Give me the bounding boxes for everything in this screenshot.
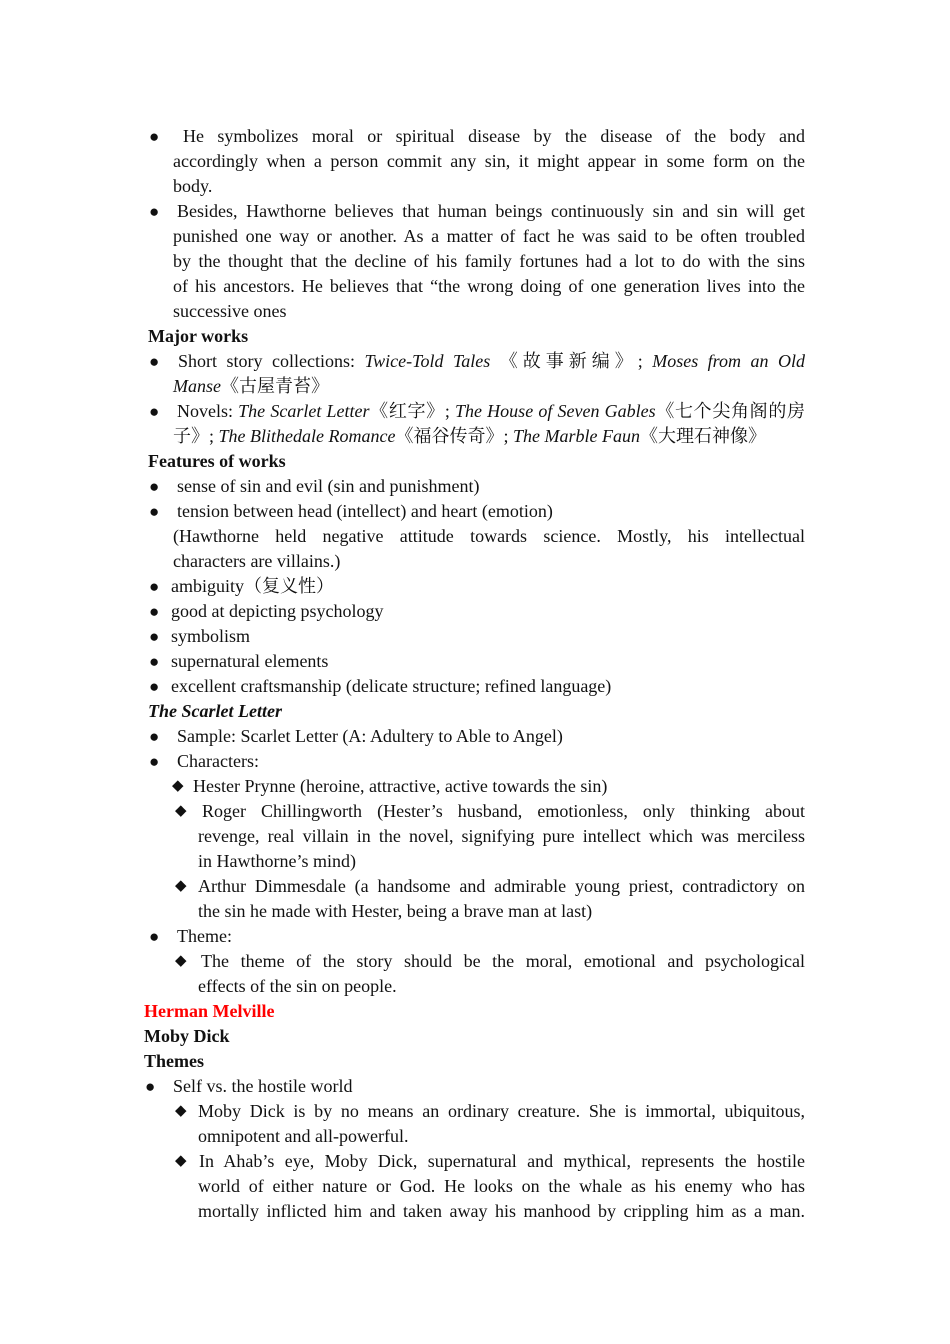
- section-heading-themes: Themes: [144, 1051, 204, 1071]
- note-line: body.: [173, 176, 213, 196]
- author-heading-melville: Herman Melville: [144, 1001, 275, 1021]
- character-arthur: the sin he made with Hester, being a brave man at last): [198, 901, 593, 921]
- note-line: punished one way or another. As a matter of fact he was said to be often troubled: [173, 226, 805, 246]
- note-line: accordingly when a person commit any sin, it might appear in some form on the: [173, 151, 805, 171]
- short-story-collections: Short story collections: Twice-Told Tales 《故事新编》; Moses from an Old: [178, 351, 805, 371]
- bullet-dot: ●: [145, 1077, 156, 1096]
- character-roger: Roger Chillingworth (Hester’s husband, emotionless, only thinking about: [202, 801, 805, 821]
- novels-list: Novels: The Scarlet Letter《红字》; The House of Seven Gables《七个尖角阁的房: [177, 401, 806, 421]
- section-heading-major-works: Major works: [148, 326, 249, 346]
- theme-subitem: omnipotent and all-powerful.: [198, 1126, 409, 1146]
- theme-subitem: mortally inflicted him and taken away his manhood by crippling him as a man.: [198, 1201, 805, 1221]
- feature-note: (Hawthorne held negative attitude towards science. Mostly, his intellectual: [173, 526, 805, 546]
- bullet-dot: ●: [149, 402, 160, 421]
- note-line: by the thought that the decline of his family fortunes had a lot to do with the sins: [173, 251, 805, 271]
- bullet-dot: ●: [149, 727, 160, 746]
- character-hester: Hester Prynne (heroine, attractive, active towards the sin): [193, 776, 608, 796]
- bullet-dot: ●: [149, 602, 160, 621]
- work-heading-moby-dick: Moby Dick: [144, 1026, 230, 1046]
- characters-label: Characters:: [177, 751, 259, 771]
- bullet-dot: ●: [149, 752, 160, 771]
- section-heading-scarlet-letter: The Scarlet Letter: [148, 701, 282, 721]
- feature-item: supernatural elements: [171, 651, 329, 671]
- note-line: successive ones: [173, 301, 287, 321]
- short-story-collections-cont: Manse《古屋青苔》: [173, 376, 329, 396]
- theme-subitem: Moby Dick is by no means an ordinary creature. She is immortal, ubiquitous,: [198, 1101, 805, 1121]
- theme-text: The theme of the story should be the moral, emotional and psychological: [201, 951, 805, 971]
- theme-subitem: world of either nature or God. He looks on the whale as his enemy who has: [198, 1176, 805, 1196]
- bullet-diamond: ◆: [175, 953, 187, 969]
- bullet-dot: ●: [149, 477, 160, 496]
- bullet-dot: ●: [149, 677, 160, 696]
- bullet-dot: ●: [149, 502, 160, 521]
- note-line: of his ancestors. He believes that “the wrong doing of one generation lives into the: [173, 276, 805, 296]
- bullet-dot: ●: [149, 352, 160, 371]
- bullet-dot: ●: [149, 127, 160, 146]
- feature-item: good at depicting psychology: [171, 601, 384, 621]
- note-line: He symbolizes moral or spiritual disease by the disease of the body and: [183, 126, 805, 146]
- bullet-diamond: ◆: [172, 778, 184, 794]
- feature-item: symbolism: [171, 626, 251, 646]
- section-heading-features: Features of works: [148, 451, 286, 471]
- theme-text: effects of the sin on people.: [198, 976, 397, 996]
- bullet-diamond: ◆: [175, 1103, 187, 1119]
- character-roger: in Hawthorne’s mind): [198, 851, 356, 871]
- bullet-diamond: ◆: [175, 1153, 187, 1169]
- character-arthur: Arthur Dimmesdale (a handsome and admirable young priest, contradictory on: [198, 876, 805, 896]
- feature-item: ambiguity（复义性）: [171, 576, 334, 596]
- feature-item: excellent craftsmanship (delicate structure; refined language): [171, 676, 612, 696]
- feature-item: tension between head (intellect) and heart (emotion): [177, 501, 553, 521]
- bullet-dot: ●: [149, 577, 160, 596]
- bullet-diamond: ◆: [175, 803, 187, 819]
- theme-label: Theme:: [177, 926, 232, 946]
- feature-item: sense of sin and evil (sin and punishment): [177, 476, 480, 496]
- bullet-diamond: ◆: [175, 878, 187, 894]
- bullet-dot: ●: [149, 927, 160, 946]
- feature-note: characters are villains.): [173, 551, 341, 571]
- bullet-dot: ●: [149, 652, 160, 671]
- bullet-dot: ●: [149, 202, 160, 221]
- bullet-dot: ●: [149, 627, 160, 646]
- note-line: Besides, Hawthorne believes that human beings continuously sin and sin will get: [177, 201, 805, 221]
- theme-item: Self vs. the hostile world: [173, 1076, 353, 1096]
- theme-subitem: In Ahab’s eye, Moby Dick, supernatural and mythical, represents the hostile: [199, 1151, 805, 1171]
- character-roger: revenge, real villain in the novel, signifying pure intellect which was merciless: [198, 826, 805, 846]
- novels-list-cont: 子》; The Blithedale Romance《福谷传奇》; The Marble Faun《大理石神像》: [173, 426, 766, 446]
- scarlet-sample: Sample: Scarlet Letter (A: Adultery to Able to Angel): [177, 726, 563, 746]
